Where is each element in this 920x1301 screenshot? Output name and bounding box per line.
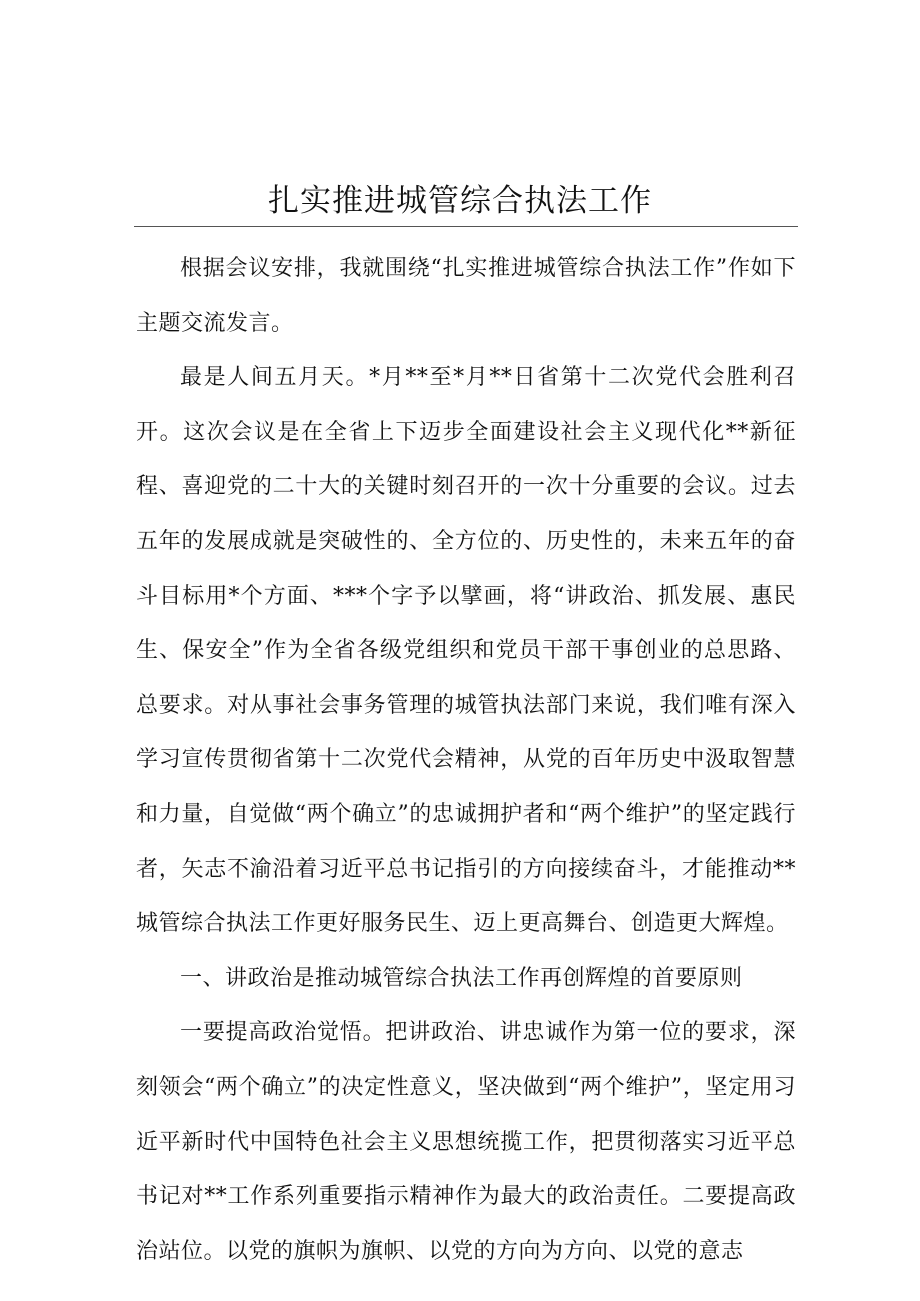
document-title: 扎实推进城管综合执法工作 (268, 183, 652, 219)
paragraph-background: 最是人间五月天。*月**至*月**日省第十二次党代会胜利召开。这次会议是在全省上下迈步全面建设社会主义现代化**新征程、喜迎党的二十大的关键时刻召开的一次十分重要的会议。过去五年的发展成就是突破性的、全方位的、历史性的，未来五年的奋斗目标用*个方面、***个字予以擘画，将“讲政治、抓发展、惠民生、保安全”作为全省各级党组织和党员干部干事创业的总思路、总要求。对从事社会事务管理的城管执法部门来说，我们唯有深入学习宣传贯彻省第十二次党代会精神，从党的百年历史中汲取智慧和力量，自觉做“两个确立”的忠诚拥护者和“两个维护”的坚定践行者，矢志不渝沿着习近平总书记指引的方向接续奋斗，才能推动**城管综合执法工作更好服务民生、迈上更高舞台、创造更大辉煌。 (136, 365, 796, 937)
paragraph-intro: 根据会议安排，我就围绕“扎实推进城管综合执法工作”作如下主题交流发言。 (136, 256, 796, 336)
title-underline (134, 226, 798, 227)
paragraph-section-1: 一要提高政治觉悟。把讲政治、讲忠诚作为第一位的要求，深刻领会“两个确立”的决定性意义，坚决做到“两个维护”，坚定用习近平新时代中国特色社会主义思想统揽工作，把贯彻落实习近平总书记对**工作系列重要指示精神作为最大的政治责任。二要提高政治站位。以党的旗帜为旗帜、以党的方向为方向、以党的意志 (136, 1020, 796, 1264)
document-body (136, 242, 796, 1279)
section-heading-1: 一、讲政治是推动城管综合执法工作再创辉煌的首要原则 (180, 965, 743, 991)
